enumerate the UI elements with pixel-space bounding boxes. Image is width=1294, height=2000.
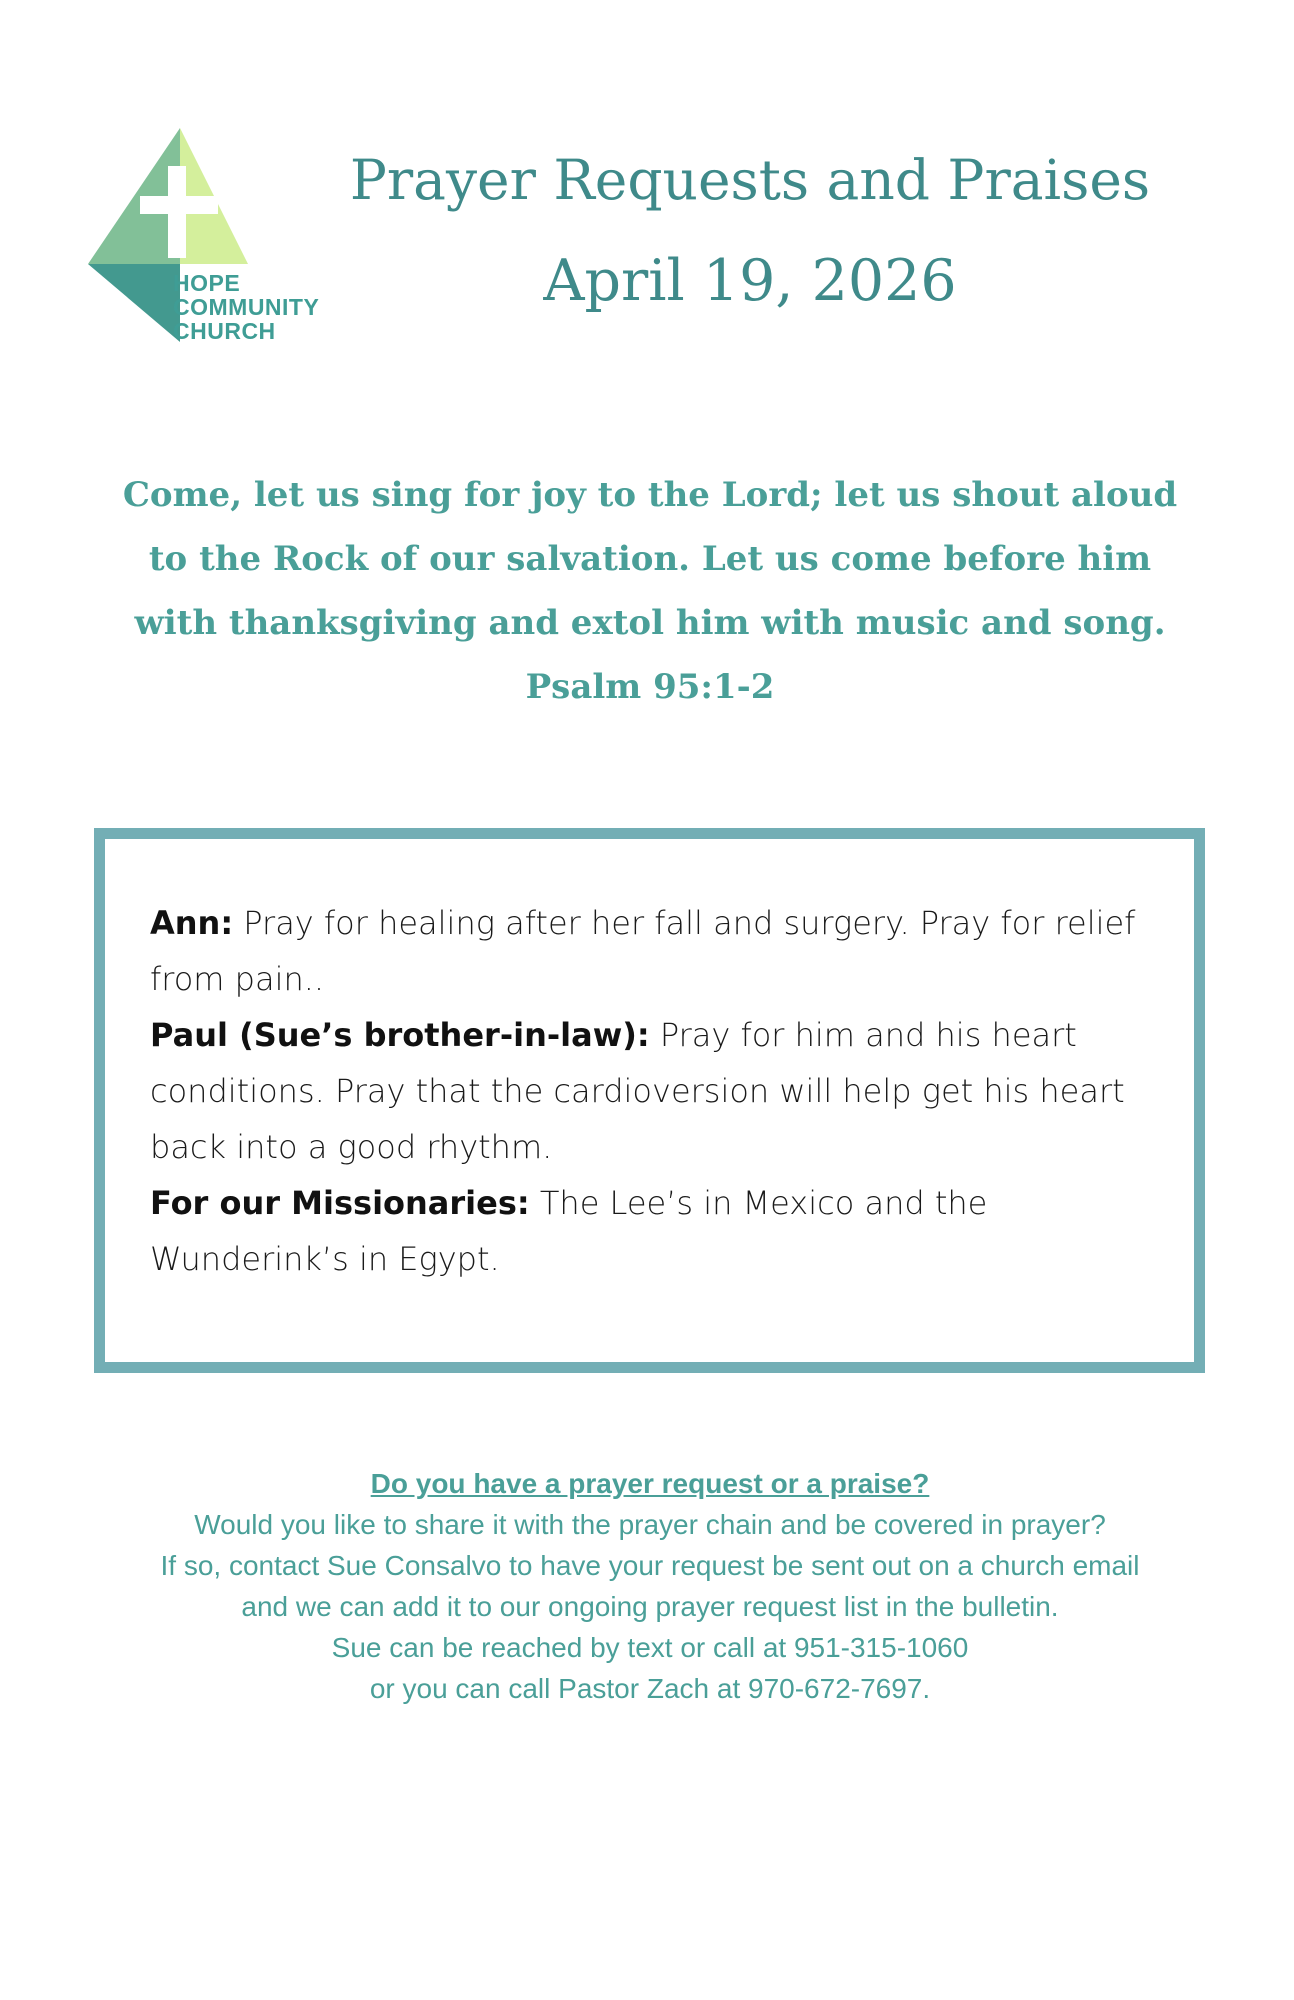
request-text: Pray for him and his heart conditions. Pray that the cardioversion will help get his heart back into a good rhythm. bbox=[150, 1016, 1125, 1166]
page-date: April 19, 2026 bbox=[543, 248, 957, 314]
prayer-request-list bbox=[150, 895, 1190, 1287]
verse-reference: Psalm 95:1-2 bbox=[525, 667, 775, 707]
request-text: The Lee’s in Mexico and the Wunderink’s in Egypt. bbox=[150, 1184, 988, 1278]
request-item bbox=[150, 1175, 1190, 1287]
logo-line-community: COMMUNITY bbox=[173, 294, 320, 320]
request-name: Ann: bbox=[150, 904, 234, 942]
contact-line: If so, contact Sue Consalvo to have your request be sent out on a church email bbox=[160, 1550, 1140, 1581]
contact-heading: Do you have a prayer request or a praise? bbox=[370, 1468, 930, 1499]
contact-line: Sue can be reached by text or call at 951-315-1060 bbox=[331, 1632, 969, 1663]
request-name: For our Missionaries: bbox=[150, 1184, 530, 1222]
verse-line-1: Come, let us sing for joy to the Lord; let us shout aloud bbox=[122, 475, 1178, 515]
scripture-verse bbox=[120, 463, 1180, 719]
contact-line: or you can call Pastor Zach at 970-672-7697. bbox=[369, 1673, 931, 1704]
contact-line: and we can add it to our ongoing prayer request list in the bulletin. bbox=[241, 1591, 1059, 1622]
page-title: Prayer Requests and Praises bbox=[349, 148, 1151, 212]
logo-line-church: CHURCH bbox=[173, 318, 276, 344]
logo-line-hope: HOPE bbox=[173, 270, 241, 296]
request-item bbox=[150, 895, 1190, 1007]
request-name: Paul (Sue’s brother-in-law): bbox=[150, 1016, 650, 1054]
verse-line-3: with thanksgiving and extol him with music and song. bbox=[134, 603, 1166, 643]
contact-line: Would you like to share it with the prayer chain and be covered in prayer? bbox=[194, 1509, 1106, 1540]
logo-wordmark bbox=[173, 271, 319, 343]
verse-line-2: to the Rock of our salvation. Let us come before him bbox=[148, 539, 1152, 579]
contact-info bbox=[100, 1463, 1200, 1709]
church-logo bbox=[88, 128, 358, 348]
request-text: Pray for healing after her fall and surgery. Pray for relief from pain.. bbox=[150, 904, 1136, 998]
request-item bbox=[150, 1007, 1190, 1175]
